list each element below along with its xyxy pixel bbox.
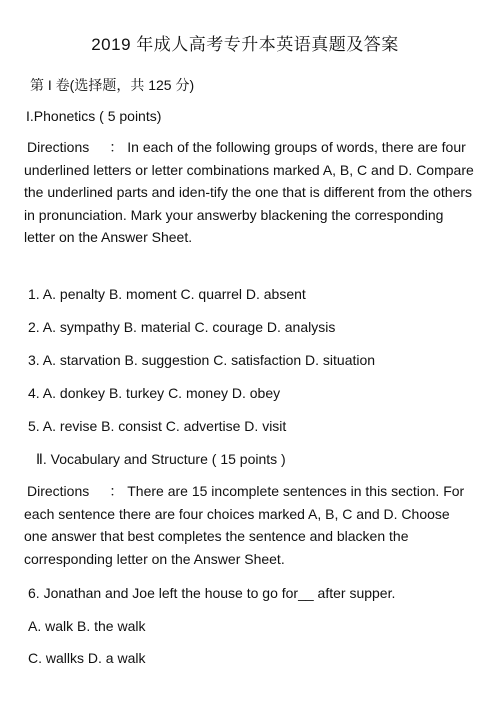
question-2: 2. A. sympathy B. material C. courage D. analysis [28,319,336,335]
directions-separator: ： [109,483,124,499]
question-6-options-cd: C. wallks D. a walk [28,650,146,666]
question-3: 3. A. starvation B. suggestion C. satisfaction D. situation [28,352,376,368]
section-phonetics-directions [24,136,474,249]
directions-text: There are 15 incomplete sentences in this section. For each sentence there are four choices marked A, B, C and D. Choose one answer that best completes the sentence and blacken the corresponding letter on the Answer Sheet. [24,483,465,567]
directions-label: Directions [27,139,90,155]
directions-label: Directions [27,483,90,499]
question-6: 6. Jonathan and Joe left the house to go for__ after supper. [28,585,396,601]
question-4: 4. A. donkey B. turkey C. money D. obey [28,385,281,401]
section-vocabulary-directions [24,480,474,570]
volume-heading: 第 I 卷(选择题，共 125 分) [30,77,195,93]
section-vocabulary-heading: Ⅱ. Vocabulary and Structure ( 15 points ) [36,451,286,467]
question-6-options-ab: A. walk B. the walk [28,618,146,634]
directions-text: In each of the following groups of words, there are four underlined letters or letter combinations marked A, B, C and D. Compare the underlined parts and iden-tify the one that is different from the others in pronunciation. Mark your answerby blackening the corresponding letter on the Answer Sheet. [24,139,474,245]
question-5: 5. A. revise B. consist C. advertise D. visit [28,418,287,434]
directions-separator: ： [109,139,124,155]
document-title: 2019 年成人高考专升本英语真题及答案 [91,35,399,54]
question-1: 1. A. penalty B. moment C. quarrel D. absent [28,286,306,302]
section-phonetics-heading: I.Phonetics ( 5 points) [26,108,162,124]
